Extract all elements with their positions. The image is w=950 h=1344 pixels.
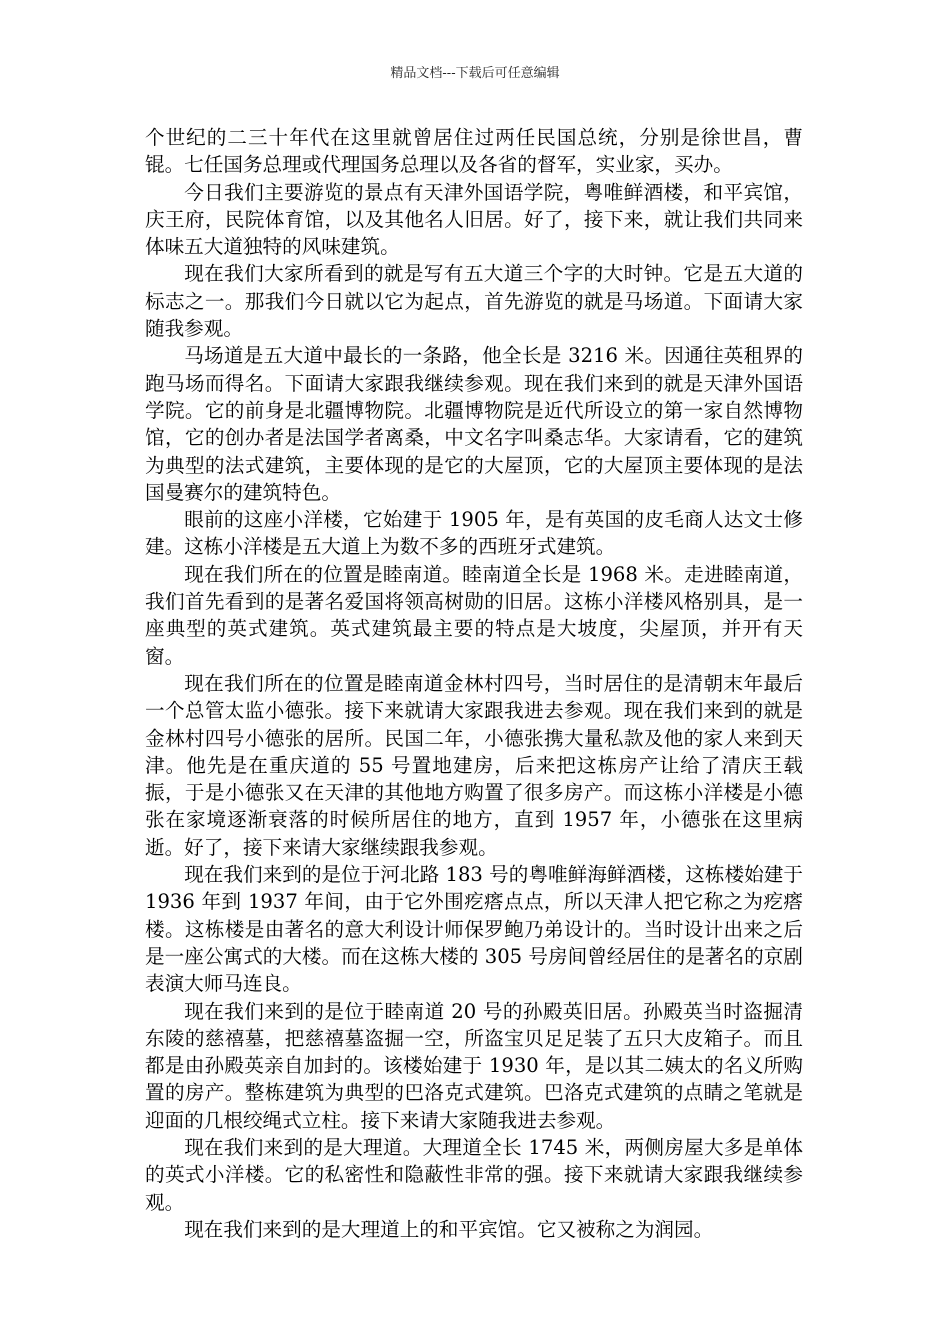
paragraph: 现在我们来到的是位于睦南道 20 号的孙殿英旧居。孙殿英当时盗掘清东陵的慈禧墓，把慈禧墓盗掘一空，所盗宝贝足足装了五只大皮箱子。而且都是由孙殿英亲自加封的。该楼始建于 1930 年，是以其二姨太的名义所购置的房产。整栋建筑为典型的巴洛克式建筑。巴洛克式建筑的点睛之笔就是迎面的几根绞绳式立柱。接下来请大家随我进去参观。	[145, 999, 803, 1132]
paragraph: 现在我们来到的是大理道。大理道全长 1745 米，两侧房屋大多是单体的英式小洋楼。它的私密性和隐蔽性非常的强。接下来就请大家跟我继续参观。	[145, 1135, 803, 1214]
document-body	[145, 124, 803, 1243]
paragraph: 现在我们所在的位置是睦南道。睦南道全长是 1968 米。走进睦南道，我们首先看到的是著名爱国将领高树勋的旧居。这栋小洋楼风格别具，是一座典型的英式建筑。英式建筑最主要的特点是大坡度，尖屋顶，并开有天窗。	[145, 562, 803, 668]
paragraph: 现在我们来到的是大理道上的和平宾馆。它又被称之为润园。	[184, 1217, 714, 1241]
paragraph: 现在我们大家所看到的就是写有五大道三个字的大时钟。它是五大道的标志之一。那我们今日就以它为起点，首先游览的就是马场道。下面请大家随我参观。	[145, 262, 803, 341]
paragraph: 今日我们主要游览的景点有天津外国语学院，粤唯鲜酒楼，和平宾馆，庆王府，民院体育馆，以及其他名人旧居。好了，接下来，就让我们共同来体味五大道独特的风味建筑。	[145, 180, 803, 259]
paragraph: 眼前的这座小洋楼，它始建于 1905 年，是有英国的皮毛商人达文士修建。这栋小洋楼是五大道上为数不多的西班牙式建筑。	[145, 508, 803, 559]
paragraph: 现在我们所在的位置是睦南道金林村四号，当时居住的是清朝末年最后一个总管太监小德张。接下来就请大家跟我进去参观。现在我们来到的就是金林村四号小德张的居所。民国二年，小德张携大量私款及他的家人来到天津。他先是在重庆道的 55 号置地建房，后来把这栋房产让给了清庆王载振，于是小德张又在天津的其他地方购置了很多房产。而这栋小洋楼是小德张在家境逐渐衰落的时候所居住的地方，直到 1957 年，小德张在这里病逝。好了，接下来请大家继续跟我参观。	[145, 671, 803, 859]
page-header: 精品文档---下载后可任意编辑	[390, 66, 560, 81]
paragraph: 个世纪的二三十年代在这里就曾居住过两任民国总统，分别是徐世昌，曹锟。七任国务总理或代理国务总理以及各省的督军，实业家，买办。	[145, 126, 803, 177]
paragraph: 现在我们来到的是位于河北路 183 号的粤唯鲜海鲜酒楼，这栋楼始建于 1936 年到 1937 年间，由于它外围疙瘩点点，所以天津人把它称之为疙瘩楼。这栋楼是由著名的意大利设计师保罗鲍乃弟设计的。当时设计出来之后是一座公寓式的大楼。而在这栋大楼的 305 号房间曾经居住的是著名的京剧表演大师马连良。	[145, 863, 803, 996]
paragraph: 马场道是五大道中最长的一条路，他全长是 3216 米。因通往英租界的跑马场而得名。下面请大家跟我继续参观。现在我们来到的就是天津外国语学院。它的前身是北疆博物院。北疆博物院是近代所设立的第一家自然博物馆，它的创办者是法国学者离桑，中文名字叫桑志华。大家请看，它的建筑为典型的法式建筑，主要体现的是它的大屋顶，它的大屋顶主要体现的是法国曼赛尔的建筑特色。	[145, 344, 803, 504]
